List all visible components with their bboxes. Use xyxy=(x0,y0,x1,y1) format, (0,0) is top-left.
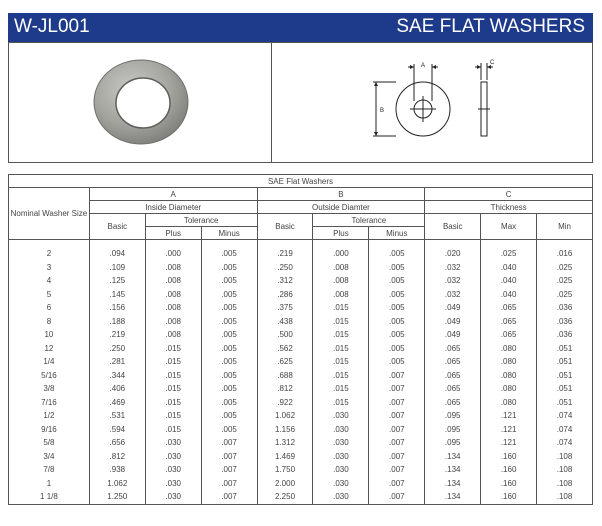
table-cell: 1.750 xyxy=(257,463,313,477)
table-cell: .108 xyxy=(537,463,593,477)
table-cell: .051 xyxy=(537,396,593,410)
table-cell: .065 xyxy=(481,301,537,315)
table-cell: .036 xyxy=(537,328,593,342)
table-cell: .625 xyxy=(257,355,313,369)
table-cell: .015 xyxy=(313,396,369,410)
table-cell: .281 xyxy=(89,355,145,369)
table-cell: 2.250 xyxy=(257,490,313,504)
nominal-size-cell: 6 xyxy=(9,301,90,315)
table-cell: .108 xyxy=(537,450,593,464)
group-c-header: C xyxy=(425,188,593,201)
table-cell: .095 xyxy=(425,423,481,437)
table-cell: .812 xyxy=(89,450,145,464)
table-cell: .125 xyxy=(89,274,145,288)
table-cell: .145 xyxy=(89,288,145,302)
table-cell: .688 xyxy=(257,369,313,383)
table-cell: .005 xyxy=(369,261,425,275)
table-cell: .108 xyxy=(537,477,593,491)
table-cell: .005 xyxy=(201,261,257,275)
table-cell: .286 xyxy=(257,288,313,302)
table-cell: .025 xyxy=(537,261,593,275)
b-plus-header: Plus xyxy=(313,227,369,240)
b-minus-header: Minus xyxy=(369,227,425,240)
table-cell: .005 xyxy=(201,382,257,396)
table-cell: .005 xyxy=(201,342,257,356)
table-cell: .134 xyxy=(425,477,481,491)
table-cell: .008 xyxy=(145,301,201,315)
table-cell: .030 xyxy=(313,423,369,437)
table-cell: .005 xyxy=(369,355,425,369)
thickness-header: Thickness xyxy=(425,201,593,214)
table-cell: .049 xyxy=(425,315,481,329)
table-cell: .594 xyxy=(89,423,145,437)
table-cell: .922 xyxy=(257,396,313,410)
dimension-b-label: B xyxy=(380,108,385,114)
nominal-size-cell: 8 xyxy=(9,315,90,329)
table-cell: .005 xyxy=(201,409,257,423)
table-row xyxy=(9,369,593,383)
table-cell: .160 xyxy=(481,477,537,491)
nominal-size-cell: 2 xyxy=(9,247,90,261)
outside-diameter-header: Outside Diamter xyxy=(257,201,425,214)
table-cell: .109 xyxy=(89,261,145,275)
table-row xyxy=(9,490,593,504)
table-cell: .562 xyxy=(257,342,313,356)
table-cell: .007 xyxy=(369,436,425,450)
table-row xyxy=(9,328,593,342)
table-cell: .008 xyxy=(145,288,201,302)
a-basic-header: Basic xyxy=(89,214,145,240)
table-cell: .036 xyxy=(537,301,593,315)
nominal-size-cell: 10 xyxy=(9,328,90,342)
table-cell: .015 xyxy=(313,369,369,383)
table-cell: .375 xyxy=(257,301,313,315)
table-cell: .030 xyxy=(313,409,369,423)
table-cell: .008 xyxy=(145,261,201,275)
table-row xyxy=(9,315,593,329)
table-cell: .065 xyxy=(481,315,537,329)
table-cell: .030 xyxy=(313,450,369,464)
nominal-size-cell: 3/8 xyxy=(9,382,90,396)
table-cell: .065 xyxy=(425,369,481,383)
washer-dimension-drawing xyxy=(364,59,524,145)
a-minus-header: Minus xyxy=(201,227,257,240)
table-cell: 1.469 xyxy=(257,450,313,464)
table-row xyxy=(9,450,593,464)
table-cell: 2.000 xyxy=(257,477,313,491)
table-cell: .095 xyxy=(425,409,481,423)
nominal-size-cell: 12 xyxy=(9,342,90,356)
table-cell: .020 xyxy=(425,247,481,261)
table-cell: .040 xyxy=(481,288,537,302)
table-cell: .005 xyxy=(201,301,257,315)
table-cell: .049 xyxy=(425,328,481,342)
table-cell: .250 xyxy=(89,342,145,356)
table-cell: .095 xyxy=(425,436,481,450)
nominal-size-cell: 3 xyxy=(9,261,90,275)
table-cell: .005 xyxy=(369,342,425,356)
table-cell: .134 xyxy=(425,450,481,464)
table-cell: .015 xyxy=(313,342,369,356)
table-row xyxy=(9,396,593,410)
table-cell: .065 xyxy=(425,342,481,356)
table-cell: .005 xyxy=(201,328,257,342)
c-min-header: Min xyxy=(537,214,593,240)
table-cell: .007 xyxy=(369,423,425,437)
table-cell: .005 xyxy=(369,328,425,342)
b-tolerance-header: Tolerance xyxy=(313,214,425,227)
table-cell: 1.312 xyxy=(257,436,313,450)
table-cell: .007 xyxy=(369,477,425,491)
table-cell: 1.062 xyxy=(89,477,145,491)
table-cell: .005 xyxy=(369,288,425,302)
product-images xyxy=(8,42,593,163)
group-b-header: B xyxy=(257,188,425,201)
table-cell: .007 xyxy=(201,490,257,504)
table-cell: .134 xyxy=(425,490,481,504)
table-cell: .030 xyxy=(145,477,201,491)
table-cell: .531 xyxy=(89,409,145,423)
table-cell: .025 xyxy=(481,247,537,261)
nominal-size-cell: 1 xyxy=(9,477,90,491)
table-cell: .007 xyxy=(201,463,257,477)
dimension-a-label: A xyxy=(420,63,426,69)
table-cell: .065 xyxy=(425,396,481,410)
table-row xyxy=(9,261,593,275)
table-cell: .080 xyxy=(481,369,537,383)
table-cell: .065 xyxy=(481,328,537,342)
table-cell: .938 xyxy=(89,463,145,477)
page-title: SAE FLAT WASHERS xyxy=(396,16,585,37)
table-cell: .025 xyxy=(537,274,593,288)
image-divider xyxy=(271,43,272,162)
table-cell: .121 xyxy=(481,436,537,450)
table-cell: .007 xyxy=(369,490,425,504)
table-cell: .160 xyxy=(481,490,537,504)
table-cell: .025 xyxy=(537,288,593,302)
table-spacer xyxy=(9,240,593,248)
table-cell: .007 xyxy=(369,463,425,477)
c-max-header: Max xyxy=(481,214,537,240)
table-cell: .032 xyxy=(425,261,481,275)
table-cell: .005 xyxy=(201,288,257,302)
table-cell: .007 xyxy=(369,369,425,383)
nominal-size-cell: 5/16 xyxy=(9,369,90,383)
table-cell: .438 xyxy=(257,315,313,329)
table-cell: .074 xyxy=(537,409,593,423)
table-cell: .000 xyxy=(313,247,369,261)
table-caption: SAE Flat Washers xyxy=(9,175,593,188)
table-cell: .080 xyxy=(481,342,537,356)
table-cell: .656 xyxy=(89,436,145,450)
table-cell: .051 xyxy=(537,355,593,369)
table-cell: .080 xyxy=(481,382,537,396)
table-row xyxy=(9,288,593,302)
table-cell: .080 xyxy=(481,355,537,369)
table-cell: .080 xyxy=(481,396,537,410)
table-cell: .406 xyxy=(89,382,145,396)
nominal-size-cell: 9/16 xyxy=(9,423,90,437)
table-cell: .007 xyxy=(369,409,425,423)
product-code: W-JL001 xyxy=(14,16,90,37)
table-cell: .008 xyxy=(313,288,369,302)
table-cell: .030 xyxy=(145,463,201,477)
table-cell: .015 xyxy=(145,423,201,437)
nominal-size-cell: 4 xyxy=(9,274,90,288)
table-cell: .094 xyxy=(89,247,145,261)
table-cell: .032 xyxy=(425,288,481,302)
table-row xyxy=(9,355,593,369)
table-cell: .005 xyxy=(201,423,257,437)
table-cell: .134 xyxy=(425,463,481,477)
group-a-header: A xyxy=(89,188,257,201)
table-row xyxy=(9,382,593,396)
table-cell: .015 xyxy=(145,409,201,423)
nominal-size-cell: 1 1/8 xyxy=(9,490,90,504)
table-cell: .032 xyxy=(425,274,481,288)
table-cell: .008 xyxy=(313,261,369,275)
nominal-size-cell: 3/4 xyxy=(9,450,90,464)
table-cell: .160 xyxy=(481,450,537,464)
table-cell: .015 xyxy=(145,342,201,356)
table-row xyxy=(9,247,593,261)
table-cell: .040 xyxy=(481,274,537,288)
nominal-size-cell: 1/2 xyxy=(9,409,90,423)
table-cell: .005 xyxy=(201,247,257,261)
nominal-size-cell: 7/8 xyxy=(9,463,90,477)
table-cell: .007 xyxy=(201,436,257,450)
table-cell: .007 xyxy=(369,382,425,396)
table-cell: .015 xyxy=(145,355,201,369)
table-cell: .040 xyxy=(481,261,537,275)
inside-diameter-header: Inside Diameter xyxy=(89,201,257,214)
table-cell: .344 xyxy=(89,369,145,383)
table-row xyxy=(9,436,593,450)
table-row xyxy=(9,423,593,437)
table-cell: .015 xyxy=(313,382,369,396)
table-cell: .051 xyxy=(537,382,593,396)
table-cell: .121 xyxy=(481,409,537,423)
table-cell: .074 xyxy=(537,436,593,450)
table-cell: .051 xyxy=(537,342,593,356)
table-cell: .007 xyxy=(201,450,257,464)
table-cell: .219 xyxy=(257,247,313,261)
table-cell: .030 xyxy=(313,436,369,450)
table-cell: .005 xyxy=(201,355,257,369)
table-cell: .121 xyxy=(481,423,537,437)
table-cell: .005 xyxy=(201,274,257,288)
nominal-size-cell: 7/16 xyxy=(9,396,90,410)
table-cell: .016 xyxy=(537,247,593,261)
table-cell: .005 xyxy=(369,247,425,261)
table-cell: .007 xyxy=(369,396,425,410)
table-cell: .812 xyxy=(257,382,313,396)
table-cell: .000 xyxy=(145,247,201,261)
table-row xyxy=(9,409,593,423)
table-cell: .007 xyxy=(201,477,257,491)
table-cell: .015 xyxy=(313,328,369,342)
table-cell: .065 xyxy=(425,355,481,369)
table-cell: .008 xyxy=(145,274,201,288)
table-cell: .008 xyxy=(145,315,201,329)
table-cell: .015 xyxy=(145,382,201,396)
table-cell: .015 xyxy=(313,301,369,315)
table-cell: .036 xyxy=(537,315,593,329)
table-cell: .219 xyxy=(89,328,145,342)
table-cell: .065 xyxy=(425,382,481,396)
c-basic-header: Basic xyxy=(425,214,481,240)
table-cell: .156 xyxy=(89,301,145,315)
table-row xyxy=(9,477,593,491)
table-cell: .005 xyxy=(201,369,257,383)
table-cell: .074 xyxy=(537,423,593,437)
table-cell: .160 xyxy=(481,463,537,477)
table-cell: .007 xyxy=(369,450,425,464)
table-body xyxy=(9,240,593,505)
table-cell: .015 xyxy=(313,315,369,329)
table-cell: .030 xyxy=(145,436,201,450)
table-cell: 1.156 xyxy=(257,423,313,437)
table-cell: .005 xyxy=(201,396,257,410)
table-cell: .030 xyxy=(145,490,201,504)
table-cell: .030 xyxy=(313,490,369,504)
table-cell: 1.250 xyxy=(89,490,145,504)
table-cell: .015 xyxy=(145,396,201,410)
b-basic-header: Basic xyxy=(257,214,313,240)
table-cell: .005 xyxy=(369,315,425,329)
table-cell: .030 xyxy=(313,477,369,491)
a-tolerance-header: Tolerance xyxy=(145,214,257,227)
a-plus-header: Plus xyxy=(145,227,201,240)
table-cell: .015 xyxy=(145,369,201,383)
table-cell: .015 xyxy=(313,355,369,369)
header-bar xyxy=(8,13,593,42)
nominal-size-header: Nominal Washer Size xyxy=(9,188,90,240)
table-cell: .030 xyxy=(313,463,369,477)
table-row xyxy=(9,342,593,356)
table-cell: .108 xyxy=(537,490,593,504)
table-cell: .312 xyxy=(257,274,313,288)
table-row xyxy=(9,301,593,315)
nominal-size-cell: 5 xyxy=(9,288,90,302)
table-row xyxy=(9,463,593,477)
dimension-c-label: C xyxy=(490,60,495,66)
table-cell: 1.062 xyxy=(257,409,313,423)
table-cell: .008 xyxy=(313,274,369,288)
table-cell: .005 xyxy=(201,315,257,329)
table-cell: .500 xyxy=(257,328,313,342)
table-cell: .250 xyxy=(257,261,313,275)
table-cell: .188 xyxy=(89,315,145,329)
table-cell: .005 xyxy=(369,301,425,315)
table-cell: .051 xyxy=(537,369,593,383)
table-cell: .049 xyxy=(425,301,481,315)
table-cell: .005 xyxy=(369,274,425,288)
nominal-size-cell: 1/4 xyxy=(9,355,90,369)
table-cell: .008 xyxy=(145,328,201,342)
washer-photo xyxy=(92,59,192,145)
table-cell: .030 xyxy=(145,450,201,464)
table-row xyxy=(9,274,593,288)
nominal-size-cell: 5/8 xyxy=(9,436,90,450)
washer-spec-table xyxy=(8,174,593,505)
table-cell: .469 xyxy=(89,396,145,410)
